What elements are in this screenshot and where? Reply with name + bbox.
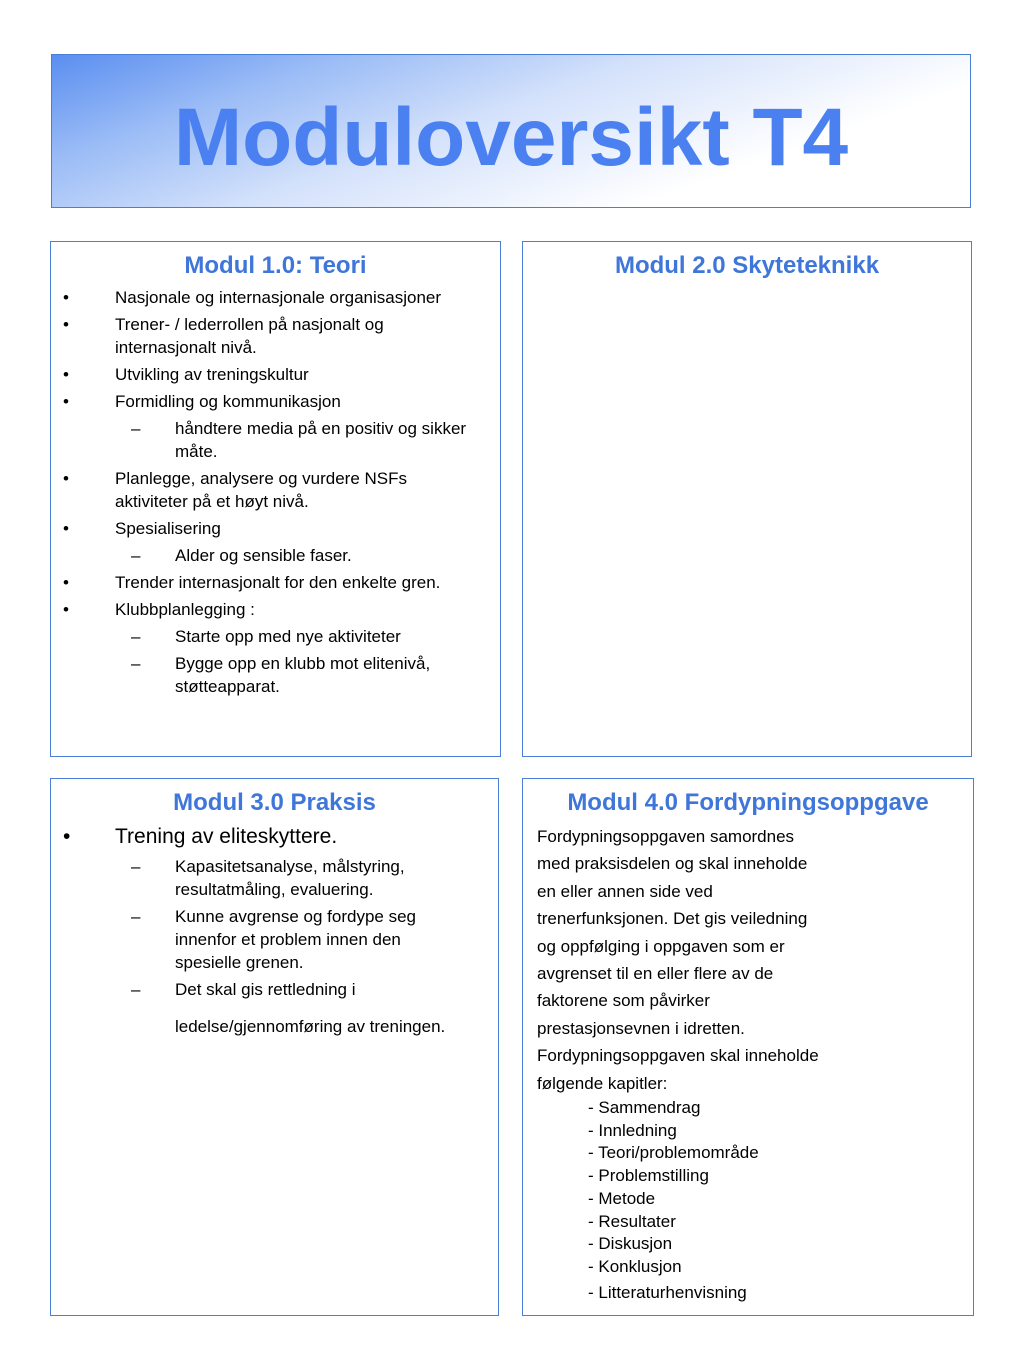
list-item (51, 467, 500, 513)
list-item (51, 571, 500, 594)
module-1-heading: Modul 1.0: Teori (184, 252, 367, 279)
list-item-text: Trener- / lederrollen på nasjonalt og internasjonalt nivå. (115, 315, 384, 357)
module-3-list (51, 824, 498, 1042)
paragraph-line: faktorene som påvirker (537, 991, 710, 1011)
list-item-text: Starte opp med nye aktiviteter (175, 627, 401, 646)
paragraph-line: med praksisdelen og skal inneholde (537, 854, 808, 874)
list-item-text: Nasjonale og internasjonale organisasjoner (115, 288, 442, 307)
list-item-text: Bygge opp en klubb mot elitenivå, støtteapparat. (175, 654, 431, 696)
list-item (51, 652, 500, 698)
list-item (51, 978, 498, 1001)
bullet-marker: • (63, 315, 69, 334)
module-2-heading: Modul 2.0 Skyteteknikk (614, 252, 880, 279)
list-item-text: Klubbplanlegging : (115, 600, 255, 619)
title-banner (51, 54, 971, 208)
bullet-marker: • (63, 469, 69, 488)
module-4-heading: Modul 4.0 Fordypningsoppgave (567, 789, 929, 816)
dash-marker: – (131, 907, 141, 926)
paragraph-line: Fordypningsoppgaven samordnes (537, 827, 795, 846)
list-item-text: ledelse/gjennomføring av treningen. (175, 1017, 446, 1036)
bullet-marker: • (63, 600, 69, 619)
list-item-text: Kunne avgrense og fordype seg innenfor et problem innen den spesielle grenen. (175, 907, 417, 972)
list-item (51, 417, 500, 463)
bullet-marker: • (63, 365, 69, 384)
list-item (51, 1015, 498, 1038)
module-4-body (537, 823, 953, 1304)
module-1-list (51, 286, 500, 702)
module-2-panel (522, 241, 972, 757)
page-title: Moduloversikt T4 (173, 92, 849, 183)
list-item-text: Det skal gis rettledning i (175, 980, 356, 999)
dash-marker: – (131, 546, 141, 565)
list-item (51, 390, 500, 413)
chapter-item: - Konklusjon (588, 1256, 682, 1276)
bullet-marker: • (63, 519, 69, 538)
paragraph-line: prestasjonsevnen i idretten. (537, 1018, 745, 1038)
list-item (51, 598, 500, 621)
list-item-text: Alder og sensible faser. (175, 546, 352, 565)
list-item-text: Spesialisering (115, 519, 221, 538)
module-3-heading: Modul 3.0 Praksis (173, 789, 376, 816)
dash-marker: – (131, 654, 141, 673)
dash-marker: – (131, 980, 141, 999)
paragraph-line: avgrenset til en eller flere av de (537, 964, 774, 984)
list-item-text: Planlegge, analysere og vurdere NSFs aktiviteter på et høyt nivå. (115, 469, 407, 511)
bullet-marker: • (63, 573, 69, 592)
bullet-marker: • (63, 825, 71, 848)
list-item (51, 905, 498, 974)
module-3-panel (50, 778, 499, 1316)
list-item (51, 313, 500, 359)
chapter-item: - Innledning (588, 1120, 677, 1140)
list-item (51, 625, 500, 648)
chapter-item: - Diskusjon (588, 1234, 673, 1254)
list-item (51, 855, 498, 901)
bullet-marker: • (63, 392, 69, 411)
list-item (51, 517, 500, 540)
list-item-text: Utvikling av treningskultur (115, 365, 309, 384)
list-item-text: Formidling og kommunikasjon (115, 392, 341, 411)
list-item (51, 286, 500, 309)
paragraph-line: følgende kapitler: (537, 1073, 668, 1093)
list-item (51, 824, 498, 850)
chapter-item: - Resultater (588, 1211, 676, 1231)
chapter-item: - Teori/problemområde (588, 1143, 759, 1163)
dash-marker: – (131, 419, 141, 438)
bullet-marker: • (63, 288, 69, 307)
module-4-panel (522, 778, 974, 1316)
paragraph-line: en eller annen side ved (537, 881, 713, 901)
list-item-text: håndtere media på en positiv og sikker måte. (175, 419, 467, 461)
paragraph-line: og oppfølging i oppgaven som er (537, 936, 785, 956)
list-item-text: Kapasitetsanalyse, målstyring, resultatmåling, evaluering. (175, 857, 405, 899)
chapter-item: - Litteraturhenvisning (588, 1282, 747, 1302)
list-item-text: Trening av eliteskyttere. (115, 825, 338, 848)
list-item-text: Trender internasjonalt for den enkelte gren. (115, 573, 441, 592)
module-1-panel (50, 241, 501, 757)
chapter-item: - Problemstilling (588, 1166, 709, 1186)
paragraph-line: Fordypningsoppgaven skal inneholde (537, 1046, 819, 1066)
dash-marker: – (131, 857, 141, 876)
chapter-item: - Metode (588, 1188, 656, 1208)
dash-marker: – (131, 627, 141, 646)
chapter-item: - Sammendrag (588, 1098, 701, 1118)
paragraph-line: trenerfunksjonen. Det gis veiledning (537, 909, 808, 929)
list-item (51, 544, 500, 567)
list-item (51, 363, 500, 386)
